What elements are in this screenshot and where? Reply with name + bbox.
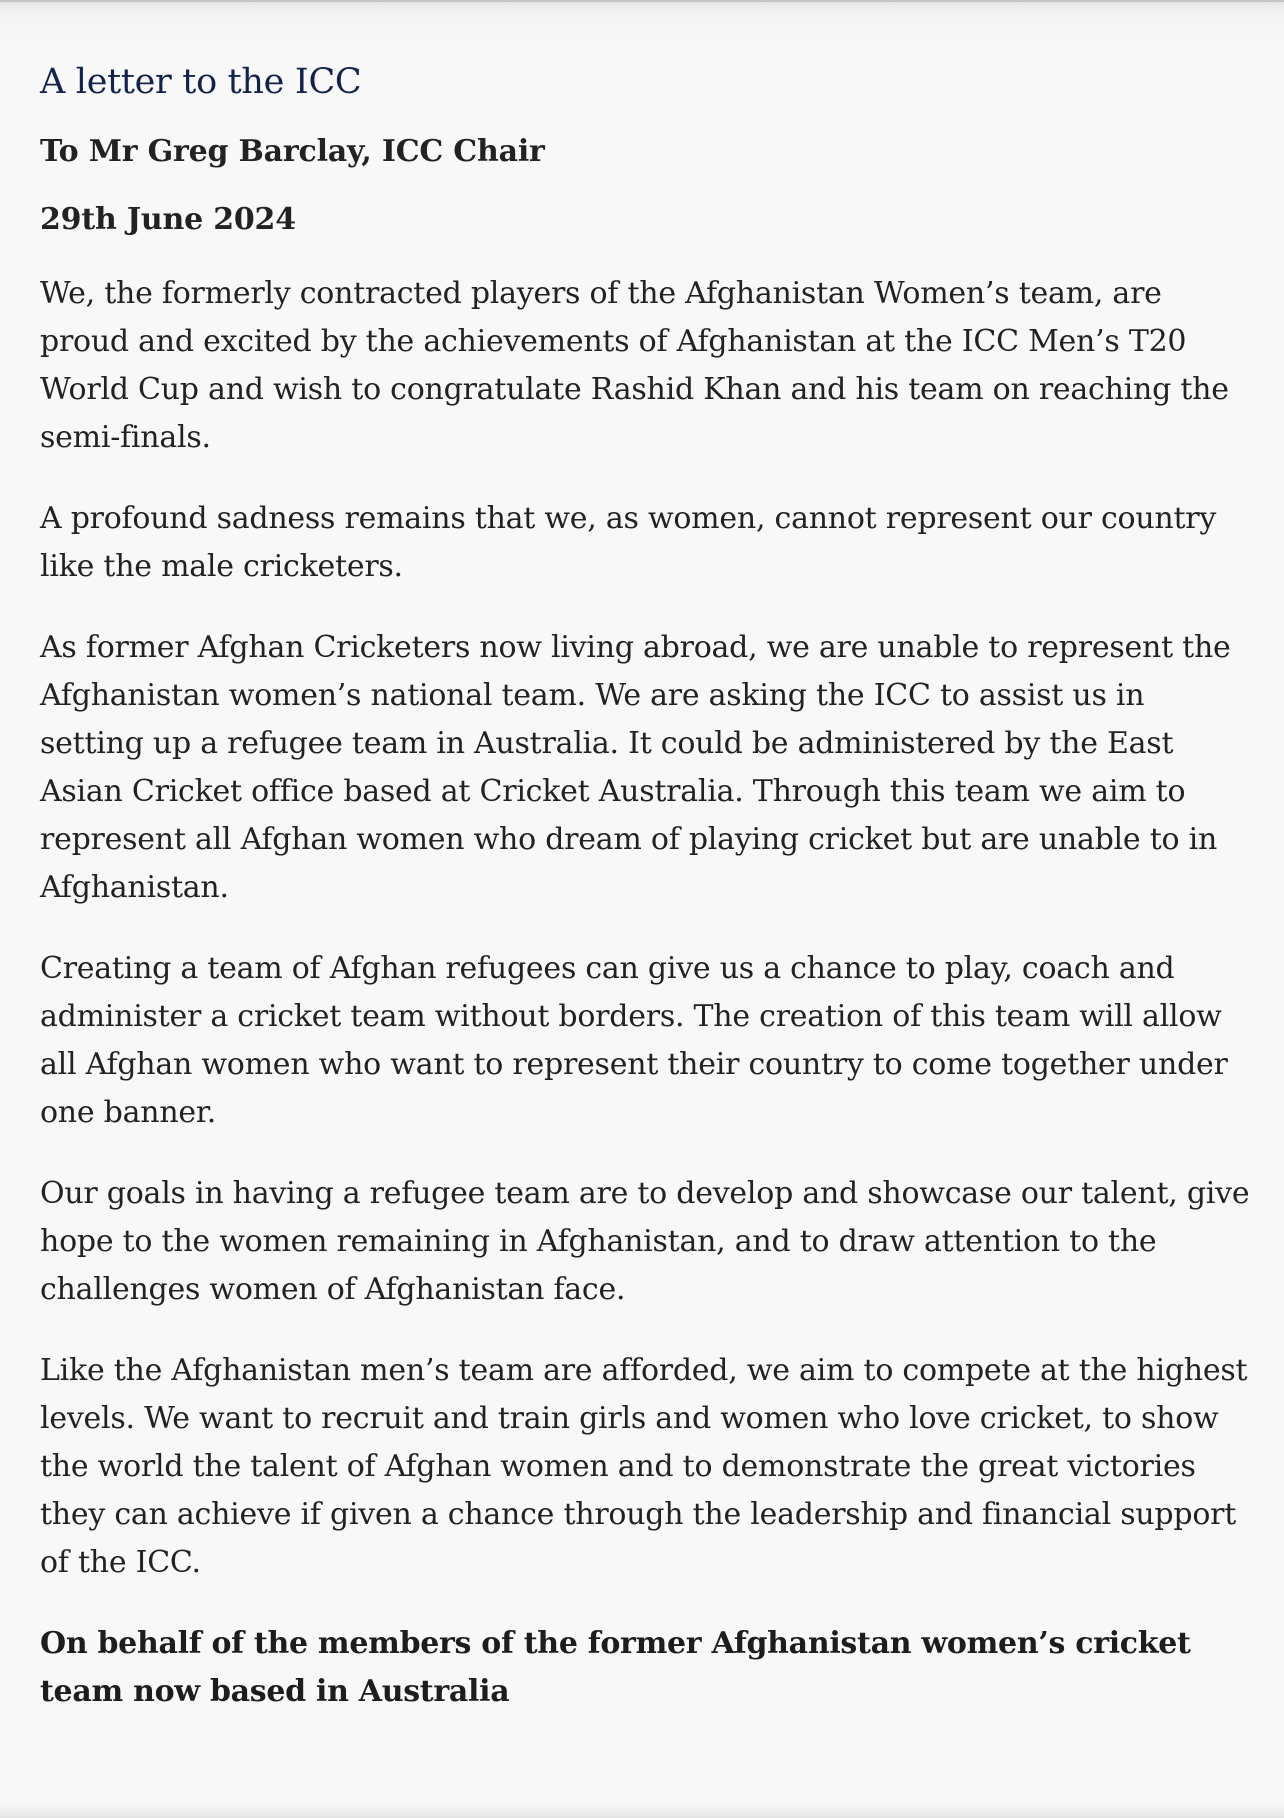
letter-paragraph: A profound sadness remains that we, as women, cannot represent our country like the male cricketers. xyxy=(40,501,1217,584)
letter-paragraph: Our goals in having a refugee team are to develop and showcase our talent, give hope to the women remaining in Afghanistan, and to draw attention to the challenges women of Afghanistan face. xyxy=(40,1176,1250,1307)
page-bottom-edge xyxy=(0,1804,1284,1818)
letter-signoff: On behalf of the members of the former Afghanistan women’s cricket team now based in Australia xyxy=(40,1626,1191,1709)
letter-paragraph: As former Afghan Cricketers now living abroad, we are unable to represent the Afghanistan women’s national team. We are asking the ICC to assist us in setting up a refugee team in Australia. It could be administered by the East Asian Cricket office based at Cricket Australia. Through this team we aim to represent all Afghan women who dream of playing cricket but are unable to in Afghanistan. xyxy=(40,630,1231,905)
letter-date: 29th June 2024 xyxy=(40,202,296,237)
top-divider xyxy=(0,0,1284,2)
letter-paragraph: Like the Afghanistan men’s team are afforded, we aim to compete at the highest levels. We want to recruit and train girls and women who love cricket, to show the world the talent of Afghan women and to demonstrate the great victories they can achieve if given a chance through the leadership and financial support of the ICC. xyxy=(40,1353,1248,1580)
letter-title: A letter to the ICC xyxy=(40,62,362,102)
letter-paragraph: We, the formerly contracted players of the Afghanistan Women’s team, are proud and excited by the achievements of Afghanistan at the ICC Men’s T20 World Cup and wish to congratulate Rashid Khan and his team on reaching the semi-finals. xyxy=(40,276,1229,455)
page-top-edge xyxy=(0,0,1284,46)
letter-paragraph: Creating a team of Afghan refugees can give us a chance to play, coach and administer a cricket team without borders. The creation of this team will allow all Afghan women who want to represent their country to come together under one banner. xyxy=(40,951,1228,1130)
letter-body xyxy=(40,62,1254,1716)
letter-recipient: To Mr Greg Barclay, ICC Chair xyxy=(40,134,545,169)
